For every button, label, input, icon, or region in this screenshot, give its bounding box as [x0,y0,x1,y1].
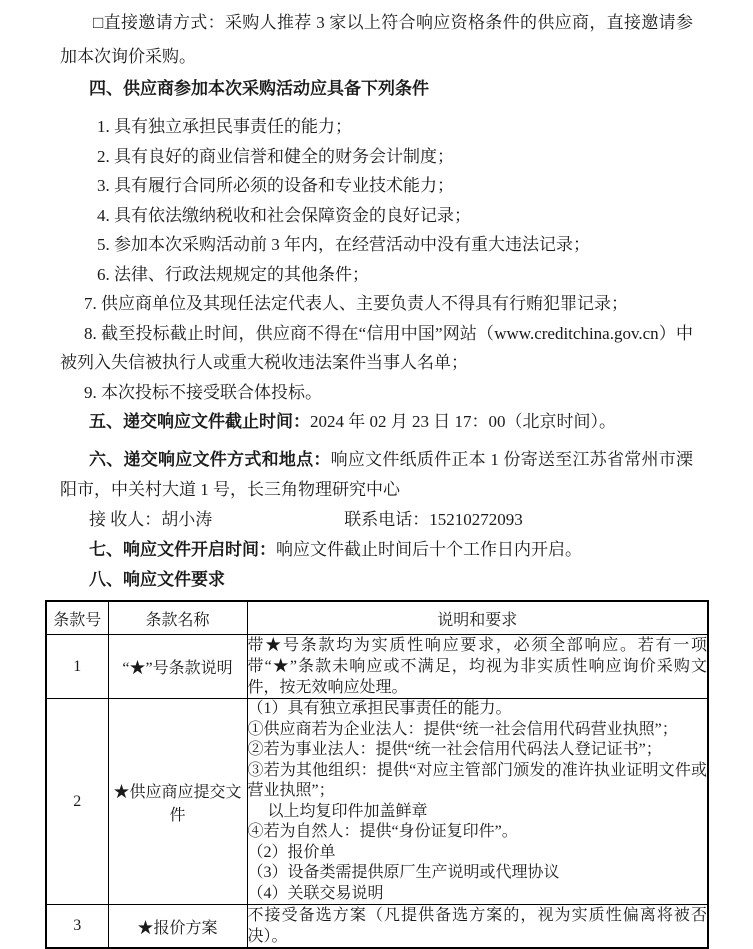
response-requirements-table [45,600,709,949]
clause-no-cell: 2 [46,699,108,905]
desc-line: 以上均复印件加盖鲜章 [247,802,428,820]
desc-line: ③若为其他组织：提供“对应主管部门颁发的准许执业证明文件或营业执照”； [247,761,707,799]
opening-time-text: 响应文件截止时间后十个工作日内开启。 [276,540,582,559]
table-header-row [46,601,708,635]
clause-desc-cell [247,635,708,699]
section4-heading: 四、供应商参加本次采购活动应具备下列条件 [89,79,429,98]
desc-line: （3）设备类需提供原厂生产说明或代理协议 [247,864,560,881]
phone-label: 联系电话： [344,510,430,529]
clause-desc-cell [247,699,708,905]
condition-item-9: 9. 本次投标不接受联合体投标。 [84,382,322,402]
desc-line: （1）具有独立承担民事责任的能力。 [247,700,512,717]
condition-item-4: 4. 具有依法缴纳税收和社会保障资金的良好记录； [97,205,471,225]
table-row [46,905,708,949]
table-row [46,699,708,905]
section5-heading: 五、递交响应文件截止时间： [89,412,310,431]
clause-name-cell: ★供应商应提交文件 [108,699,247,905]
condition-item-3: 3. 具有履行合同所必须的设备和专业技术能力； [97,176,454,195]
desc-line: ④若为自然人：提供“身份证复印件”。 [247,823,518,840]
condition-item-5: 5. 参加本次采购活动前 3 年内，在经营活动中没有重大违法记录； [97,235,590,254]
delivery-address-text: 响应文件纸质件正本 1 份寄送至江苏省常州市溧阳市，中关村大道 1 号，长三角物理研究中心 [60,450,694,499]
header-clause-name: 条款名称 [108,601,247,635]
condition-item-1: 1. 具有独立承担民事责任的能力； [97,117,352,136]
condition-item-2: 2. 具有良好的商业信誉和健全的财务会计制度； [97,146,454,166]
clause-no-cell: 3 [46,905,108,949]
condition-item-7: 7. 供应商单位及其现任法定代表人、主要负责人不得具有行贿犯罪记录； [84,294,628,313]
checkbox-unchecked-icon: □ [93,13,104,32]
deadline-value: 2024 年 02 月 23 日 17：00（北京时间）。 [310,412,616,431]
phone-number: 15210272093 [429,510,523,529]
direct-invitation-paragraph [60,6,693,74]
header-clause-no: 条款号 [46,601,108,635]
desc-line: ②若为事业法人：提供“统一社会信用代码法人登记证书”； [247,741,662,758]
condition-item-8: 8. 截至投标截止时间，供应商不得在“信用中国”网站（www.creditchina.gov.cn）中被列入失信被执行人或重大税收违法案件当事人名单； [60,323,693,372]
contact-line [60,505,693,535]
section7-line [60,535,693,565]
clause-name-cell: ★报价方案 [108,905,247,949]
table-row [46,635,708,699]
receiver-name: 胡小涛 [161,510,213,529]
desc-line: （4）关联交易说明 [247,884,384,902]
desc-line: 不接受备选方案（凡提供备选方案的，视为实质性偏离将被否决）。 [247,907,707,945]
desc-line: ①供应商若为企业法人：提供“统一社会信用代码营业执照”； [247,720,678,738]
section5-line [60,407,693,437]
direct-invitation-text: 直接邀请方式：采购人推荐 3 家以上符合响应资格条件的供应商，直接邀请参加本次询价采购。 [60,13,693,66]
receiver-label: 接 收人： [89,510,162,529]
section6-heading: 六、递交响应文件方式和地点： [89,450,331,469]
condition-item-6: 6. 法律、行政法规规定的其他条件； [97,264,369,284]
section7-heading: 七、响应文件开启时间： [89,540,276,559]
desc-line: （2）报价单 [247,843,336,861]
clause-desc-cell [247,905,708,949]
section6-line [60,445,693,505]
header-clause-desc: 说明和要求 [247,601,708,635]
section8-heading: 八、响应文件要求 [89,570,225,589]
desc-line: 带★号条款均为实质性响应要求，必须全部响应。若有一项带“★”条款未响应或不满足，均视为非实质性响应询价采购文件，按无效响应处理。 [247,637,707,696]
clause-no-cell: 1 [46,635,108,699]
clause-name-cell: “★”号条款说明 [108,635,247,699]
